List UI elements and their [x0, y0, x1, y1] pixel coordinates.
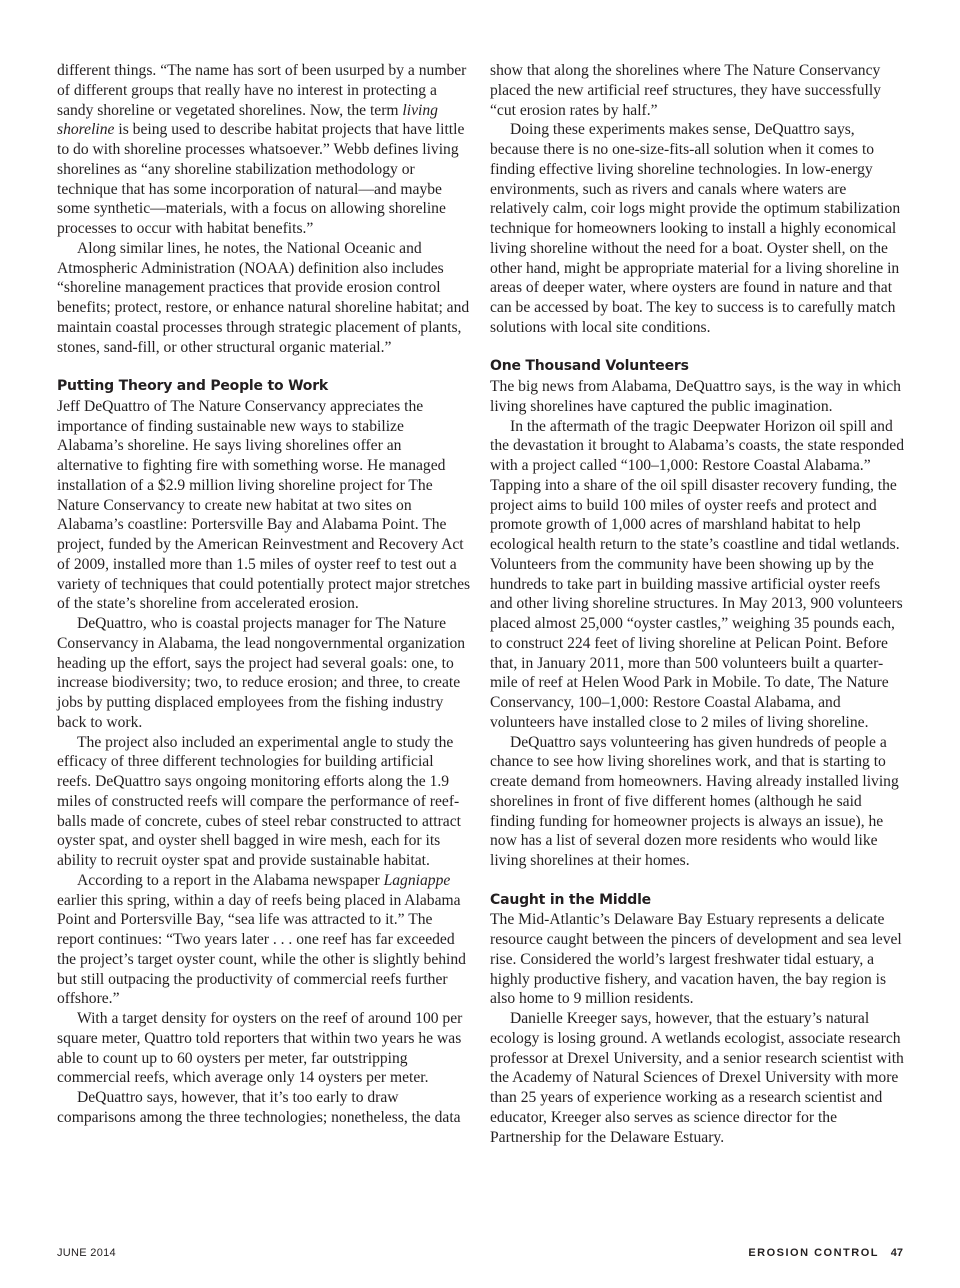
paragraph: The big news from Alabama, DeQuattro says, is the way in which living shorelines have captured the public imagination. — [490, 378, 901, 415]
emphasis: living shoreline — [57, 101, 438, 139]
paragraph: In the aftermath of the tragic Deepwater Horizon oil spill and the devastation it brought to Alabama’s coasts, the state responded with a project called “100–1,000: Restore Coastal Alabama.” Tapping into a share of the oil spill disaster recovery funding, the project aims to build 100 miles of oyster reefs and protect and promote growth of 1,000 acres of marshland habitat to help ecological health return to the state’s coastline and tidal wetlands. Volunteers from the community have been showing up by the hundreds to take part in building massive artificial oyster reefs and other living shoreline structures. In May 2013, 900 volunteers placed almost 25,000 “oyster castles,” weighing 35 pounds each, to construct 224 feet of living shoreline at Pelican Point. Before that, in January 2011, more than 500 volunteers built a quarter-mile of reef at Helen Wood Park in Mobile. To date, The Nature Conservancy, 100–1,000: Restore Coastal Alabama, and volunteers have installed close to 2 miles of living shoreline. — [490, 417, 905, 731]
magazine-name: EROSION CONTROL — [748, 1247, 879, 1259]
paragraph: Danielle Kreeger says, however, that the estuary’s natural ecology is losing ground. A wetlands ecologist, associate research professor at Drexel University, and a senior research scientist with the Academy of Natural Sciences of Drexel University with more than 25 years of experience working as a research scientist and educator, Kreeger also serves as science director for the Partnership for the Delaware Estuary. — [490, 1010, 904, 1146]
paragraph: different things. “The name has sort of been usurped by a number of different groups that really have no interest in protecting a sandy shoreline or vegetated shorelines. Now, the term living shoreline is being used to describe habitat projects that have little to do with shoreline processes whatsoever.” Webb defines living shorelines as “any shoreline stabilization methodology or technique that has some incorporation of natural—and maybe some synthetic—materials, with a focus on allowing shoreline processes to occur with habitat benefits.” — [57, 62, 467, 237]
section-heading: Putting Theory and People to Work — [57, 378, 329, 394]
section-heading: One Thousand Volunteers — [490, 358, 689, 375]
paragraph: Along similar lines, he notes, the National Oceanic and Atmospheric Administration (NOAA) definition also includes “shoreline management practices that provide erosion control benefits; protect, restore, or enhance natural shoreline habitat; and maintain coastal processes through strategic placement of plants, stones, sand-fill, or other structural organic material.” — [57, 239, 470, 356]
paragraph: Doing these experiments makes sense, DeQuattro says, because there is no one-size-fits-all solution when it comes to finding effective living shoreline technologies. In low-energy environments, such as rivers and canals where waters are relatively calm, coir logs might provide the optimum stabilization technique for homeowners looking to install a highly economical living shoreline without the need for a boat. Oyster shell, on the other hand, might be appropriate material for a living shoreline in areas of deeper water, where oysters are found in nature and that can be accessed by boat. The key to success is to carefully match solutions with local site conditions. — [490, 121, 901, 336]
page-number: 47 — [890, 1247, 903, 1259]
newspaper-name: Lagniappe — [383, 871, 451, 889]
right-column — [490, 61, 904, 1147]
page-footer — [57, 1247, 903, 1265]
paragraph: According to a report in the Alabama newspaper Lagniappe earlier this spring, within a day of reefs being placed in Alabama Point and Portersville Bay, “sea life was attracted to it.” The report continues: “Two years later . . . one reef has far exceeded the project’s target oyster count, while the other is slightly behind but still outpacing the productivity of commercial reefs further offshore.” — [57, 871, 466, 1008]
left-column — [57, 61, 471, 1128]
paragraph: The project also included an experimental angle to study the efficacy of three different technologies for building artificial reefs. DeQuattro says ongoing monitoring efforts along the 1.9 miles of constructed reefs will compare the performance of reef-balls made of concrete, cubes of steel rebar constructed to attract oyster spat, and oyster shell bagged in wire mesh, each for its ability to recruit oyster spat and provide sustainable habitat. — [57, 733, 461, 869]
paragraph: With a target density for oysters on the reef of around 100 per square meter, Quattro told reporters that within two years he was able to count up to 60 oysters per meter, far outstripping commercial reefs, which average only 14 oysters per meter. — [57, 1010, 463, 1087]
section-heading: Caught in the Middle — [490, 891, 651, 908]
paragraph: DeQuattro says, however, that it’s too early to draw comparisons among the three technologies; nonetheless, the data — [57, 1089, 461, 1126]
paragraph: The Mid-Atlantic’s Delaware Bay Estuary represents a delicate resource caught between the pincers of development and sea level rise. Considered the world’s largest freshwater tidal estuary, a highly productive fishery, and vacation haven, the bay region is also home to 9 million residents. — [490, 911, 902, 1008]
paragraph: show that along the shorelines where The Nature Conservancy placed the new artificial reef structures, they have successfully “cut erosion rates by half.” — [490, 62, 881, 119]
paragraph: Jeff DeQuattro of The Nature Conservancy appreciates the importance of finding sustainable new ways to stabilize Alabama’s shoreline. He says living shorelines offer an alternative to fighting fire with something worse. He managed installation of a $2.9 million living shoreline project for The Nature Conservancy to create new habitat at two sites on Alabama’s coastline: Portersville Bay and Alabama Point. The project, funded by the American Reinvestment and Recovery Act of 2009, installed more than 1.5 miles of oyster reef to test out a variety of techniques that could potentially protect major stretches of the state’s shoreline from accelerated erosion. — [57, 397, 471, 613]
paragraph: DeQuattro, who is coastal projects manager for The Nature Conservancy in Alabama, the lead nongovernmental organization heading up the effort, says the project had several goals: one, to increase biodiversity; two, to reduce erosion; and three, to create jobs by putting displaced employees from the fishing industry back to work. — [57, 615, 466, 731]
issue-date: JUNE 2014 — [57, 1247, 116, 1259]
paragraph: DeQuattro says volunteering has given hundreds of people a chance to see how living shorelines work, and that is starting to create demand from homeowners. Having already installed living shorelines in front of five different homes (although he said finding funding for homeowner projects is always an issue), he now has a list of several dozen more residents who would like living shorelines at their homes. — [490, 733, 899, 869]
